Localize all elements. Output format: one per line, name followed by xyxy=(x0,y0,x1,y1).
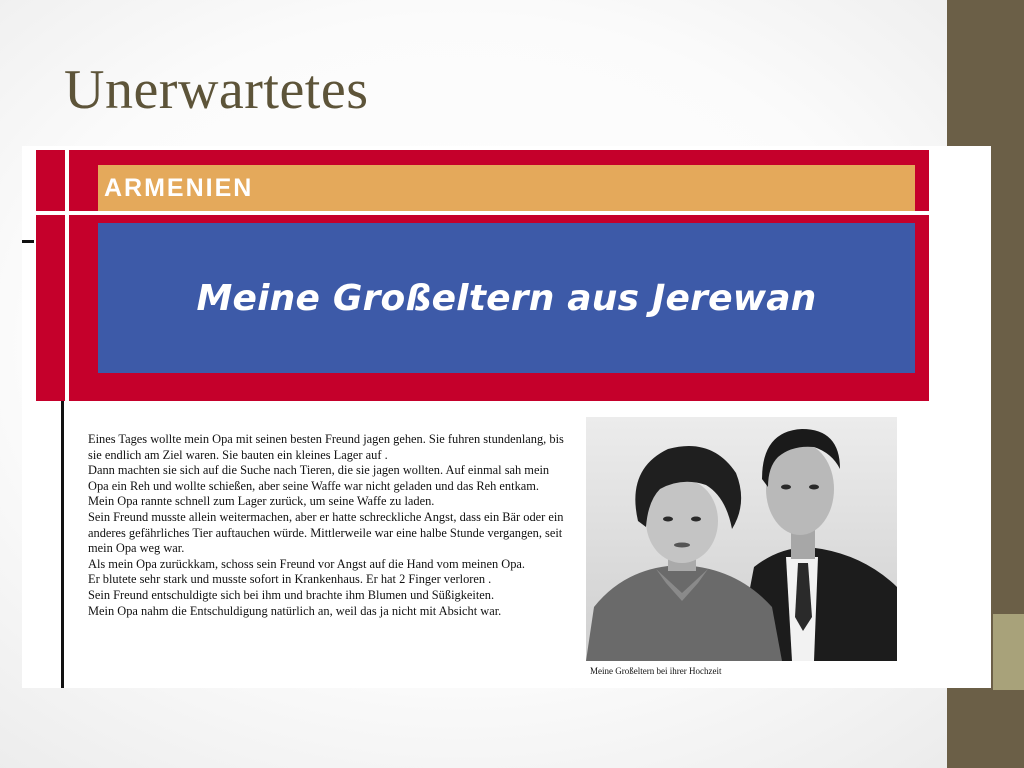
header-horizontal-rule xyxy=(36,211,929,215)
article-paragraph: Eines Tages wollte mein Opa mit seinen besten Freund jagen gehen. Sie fuhren stundenlang, bis sie endlich am Ziel waren. Sie bauten ein kleines Lager auf . xyxy=(88,432,564,462)
photo-caption: Meine Großeltern bei ihrer Hochzeit xyxy=(590,666,722,676)
headline-box xyxy=(98,223,915,373)
article-paragraph: Sein Freund entschuldigte sich bei ihm und brachte ihm Blumen und Süßigkeiten. xyxy=(88,587,495,602)
left-tick-mark xyxy=(22,240,34,243)
article-body xyxy=(88,432,564,619)
article-paragraph: Mein Opa nahm die Entschuldigung natürlich an, weil das ja nicht mit Absicht war. xyxy=(88,603,502,618)
article-paragraph: Dann machten sie sich auf die Suche nach Tieren, die sie jagen wollten. Auf einmal sah mein Opa ein Reh und wollte schießen, aber seine Waffe war nicht geladen und das Reh entkam. xyxy=(88,463,550,493)
header-vertical-rule xyxy=(65,150,69,401)
article-paragraph: Mein Opa rannte schnell zum Lager zurück, um seine Waffe zu laden. xyxy=(88,494,435,509)
body-vertical-rule xyxy=(61,401,64,688)
article-paragraph: Sein Freund musste allein weitermachen, aber er hatte schreckliche Angst, dass ein Bär oder ein anderes gefährliches Tier auftauchen würde. Mittlerweile war eine halbe Stunde vergangen, seit mein Opa weg war. xyxy=(88,509,564,556)
article-kicker: ARMENIEN xyxy=(98,165,915,211)
article-paragraph: Er blutete sehr stark und musste sofort in Krankenhaus. Er hat 2 Finger verloren . xyxy=(88,572,492,587)
wedding-photo-illustration xyxy=(586,417,897,661)
slide-sidebar-accent xyxy=(993,614,1024,690)
article-paragraph: Als mein Opa zurückkam, schoss sein Freund vor Angst auf die Hand vom meinen Opa. xyxy=(88,556,526,571)
article-image xyxy=(22,146,991,688)
slide-title: Unerwartetes xyxy=(64,59,369,121)
wedding-photo xyxy=(586,417,897,661)
article-headline: Meine Großeltern aus Jerewan xyxy=(196,277,817,319)
